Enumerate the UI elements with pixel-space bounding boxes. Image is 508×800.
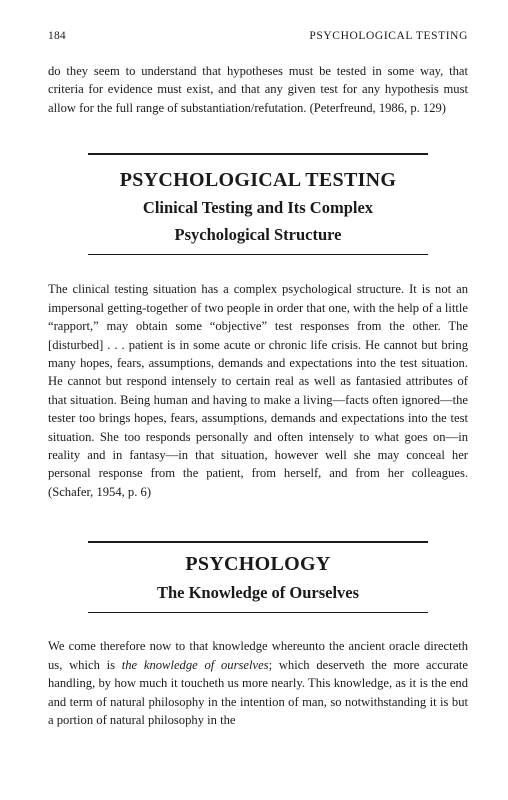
quote-text-start: We come therefore now to that knowledge whereunto the ancient oracle directeth us, which is — [48, 639, 468, 672]
heading-rule-bottom — [88, 254, 428, 256]
book-page — [48, 30, 468, 730]
running-title: PSYCHOLOGICAL TESTING — [309, 30, 468, 42]
section-title: PSYCHOLOGY — [185, 552, 331, 575]
heading-rule-bottom — [88, 612, 428, 614]
section-subtitle-line-2: Psychological Structure — [174, 224, 342, 244]
quote-italic-phrase: the knowledge of ourselves — [121, 657, 269, 672]
quote-paragraph-knowledge-of-ourselves — [48, 637, 468, 729]
section-subtitle-line-1: Clinical Testing and Its Complex — [142, 197, 374, 217]
running-head — [48, 30, 468, 48]
section-title: PSYCHOLOGICAL TESTING — [119, 168, 397, 191]
page-number: 184 — [48, 30, 66, 42]
quote-paragraph-schafer: The clinical testing situation has a complex psychological structure. It is not an impersonal getting-together of two people in order that one, with the help of a little “rapport,” may obtain some “objective” test responses from the other. The [disturbed] . . . patient is in some acute or chronic life crisis. He cannot but bring many hopes, fears, assumptions, demands and expectations into the test situation. He cannot but respond intensely to certain real as well as fantasied attributes of that situation. Being human and having to make a living—facts often ignored—the tester too brings hopes, fears, assumptions, demands and expectations into the test situation. She too responds personally and often intensely to what goes on—in reality and in fantasy—in that situation, however well she may conceal her personal response from the patient, from herself, and from her colleagues. (Schafer, 1954, p. 6) — [48, 282, 468, 499]
heading-rule-top — [88, 541, 428, 543]
section-heading-psychology — [88, 541, 428, 613]
quote-text-end: ; which deserveth the more accurate handling, by how much it toucheth us more nearly. This knowledge, as it is the end and term of natural philosophy in the intention of man, so notwithstanding it is but a portion of natural philosophy in the — [48, 657, 468, 728]
quote-paragraph-peterfreund: do they seem to understand that hypotheses must be tested in some way, that criteria for evidence must exist, and that any given test for any hypothesis must allow for the full range of substantiation/refutation. (Peterfreund, 1986, p. 129) — [48, 64, 468, 115]
heading-rule-top — [88, 153, 428, 155]
section-heading-psychological-testing — [88, 153, 428, 255]
section-subtitle: The Knowledge of Ourselves — [156, 582, 360, 602]
